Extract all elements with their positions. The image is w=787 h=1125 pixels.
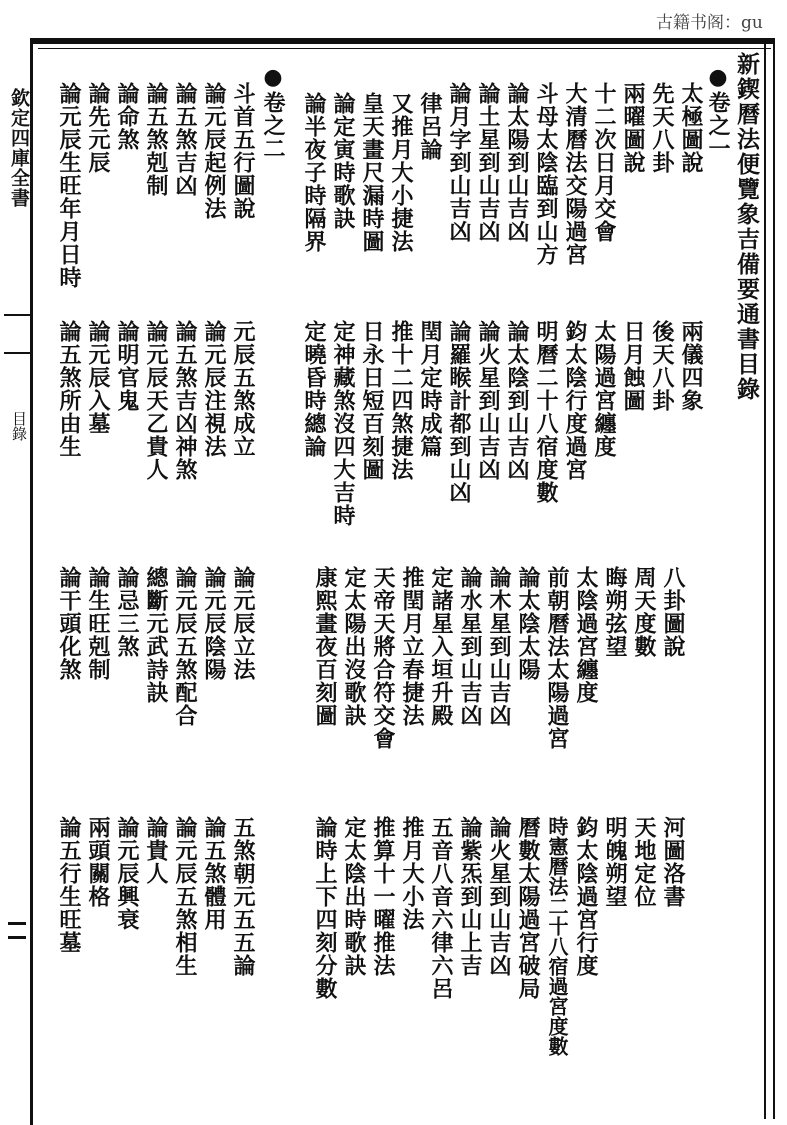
entry: 論五煞剋制 bbox=[143, 82, 169, 197]
entry: 皇天畫尺漏時圖 bbox=[359, 92, 385, 253]
entry: 論元辰入墓 bbox=[85, 320, 111, 435]
entry: 斗母太陰臨到山方 bbox=[533, 82, 559, 266]
entry: 太極圖說 bbox=[678, 82, 704, 174]
entry: 定太陽出沒歌訣 bbox=[341, 566, 367, 727]
entry: 論干頭化煞 bbox=[56, 566, 82, 681]
entry: 定神藏煞沒四大吉時 bbox=[330, 320, 356, 527]
banxin-section: 目錄 bbox=[10, 411, 28, 441]
entry: 前朝曆法太陽過宮 bbox=[544, 566, 570, 750]
entry: 日月蝕圖 bbox=[620, 320, 646, 412]
entry: 兩頭關格 bbox=[85, 816, 111, 908]
entry: 又推月大小捷法 bbox=[388, 92, 414, 253]
entry: 五音八音六律六呂 bbox=[428, 816, 454, 1000]
entry: 論元辰生旺年月日時 bbox=[56, 82, 82, 289]
entry: 十二次日月交會 bbox=[591, 82, 617, 243]
entry: 論忌三煞 bbox=[114, 566, 140, 658]
watermark-text: 古籍书阁：gu bbox=[656, 13, 763, 33]
entry: 推十二四煞捷法 bbox=[388, 320, 414, 481]
entry: 鈞太陰行度過宮 bbox=[562, 320, 588, 481]
right-border bbox=[764, 38, 775, 1119]
entry: 太陰過宮纏度 bbox=[573, 566, 599, 704]
entry: 論五煞體用 bbox=[201, 816, 227, 931]
entry: 論命煞 bbox=[114, 82, 140, 151]
entry: 論太陰太陽 bbox=[515, 566, 541, 681]
entry: 明曆二十八宿度數 bbox=[533, 320, 559, 504]
entry: 論時上下四刻分數 bbox=[312, 816, 338, 1000]
entry: 論元辰興衰 bbox=[114, 816, 140, 931]
entry: 兩儀四象 bbox=[678, 320, 704, 412]
juan-1-heading: ●卷之一 bbox=[705, 64, 731, 160]
banxin-strip bbox=[4, 36, 30, 1119]
entry: 鈞太陰過宮行度 bbox=[573, 816, 599, 977]
entry: 時憲曆法二十八宿過宮度數 bbox=[545, 816, 569, 1056]
entry: 推閏月立春捷法 bbox=[399, 566, 425, 727]
entry: 論太陽到山吉凶 bbox=[504, 82, 530, 243]
entry: 論生旺剋制 bbox=[85, 566, 111, 681]
fishtail-mark bbox=[4, 314, 30, 354]
page-number-mark bbox=[4, 916, 30, 952]
entry: 明魄朔望 bbox=[602, 816, 628, 908]
entry: 定太陰出時歌訣 bbox=[341, 816, 367, 977]
entry: 論定寅時歌訣 bbox=[330, 92, 356, 230]
entry: 定曉昏時總論 bbox=[301, 320, 327, 458]
entry: 論貴人 bbox=[143, 816, 169, 885]
entry: 論元辰注視法 bbox=[201, 320, 227, 458]
entry: 推月大小法 bbox=[399, 816, 425, 931]
entry: 日永日短百刻圖 bbox=[359, 320, 385, 481]
entry: 天帝天將合符交會 bbox=[370, 566, 396, 750]
entry: 論半夜子時隔界 bbox=[301, 92, 327, 253]
entry: 後天八卦 bbox=[649, 320, 675, 412]
entry: 論紫炁到山上吉 bbox=[457, 816, 483, 977]
entry: 推算十一曜推法 bbox=[370, 816, 396, 977]
juan-2-heading: ●卷之二 bbox=[260, 64, 286, 160]
entry: 斗首五行圖說 bbox=[230, 82, 256, 220]
entry: 八卦圖說 bbox=[660, 566, 686, 658]
entry: 兩曜圖說 bbox=[620, 82, 646, 174]
entry: 論火星到山吉凶 bbox=[486, 816, 512, 977]
entry: 論太陰到山吉凶 bbox=[504, 320, 530, 481]
entry: 論五行生旺墓 bbox=[56, 816, 82, 954]
entry: 論月字到山吉凶 bbox=[446, 82, 472, 243]
entry: 律呂論 bbox=[417, 92, 443, 161]
entry: 五煞朝元五五論 bbox=[230, 816, 256, 977]
entry: 定諸星入垣升殿 bbox=[428, 566, 454, 727]
entry: 論元辰五煞相生 bbox=[172, 816, 198, 977]
entry: 論元辰起例法 bbox=[201, 82, 227, 220]
entry: 總斷元武詩訣 bbox=[143, 566, 169, 704]
banxin-title: 欽定四庫全書 bbox=[8, 88, 30, 208]
entry: 論元辰陰陽 bbox=[201, 566, 227, 681]
entry: 論水星到山吉凶 bbox=[457, 566, 483, 727]
entry: 論木星到山吉凶 bbox=[486, 566, 512, 727]
entry: 論元辰五煞配合 bbox=[172, 566, 198, 727]
entry: 元辰五煞成立 bbox=[230, 320, 256, 458]
entry: 論明官鬼 bbox=[114, 320, 140, 412]
entry: 康熙畫夜百刻圖 bbox=[312, 566, 338, 727]
entry: 論元辰立法 bbox=[230, 566, 256, 681]
entry: 晦朔弦望 bbox=[602, 566, 628, 658]
entry: 論先元辰 bbox=[85, 82, 111, 174]
book-title: 新鍥曆法便覽象吉備要通書目錄 bbox=[733, 52, 760, 402]
entry: 太陽過宮纏度 bbox=[591, 320, 617, 458]
entry: 閏月定時成篇 bbox=[417, 320, 443, 458]
entry: 論火星到山吉凶 bbox=[475, 320, 501, 481]
entry: 論羅睺計都到山凶 bbox=[446, 320, 472, 504]
entry: 論五煞吉凶神煞 bbox=[172, 320, 198, 481]
entry: 論五煞所由生 bbox=[56, 320, 82, 458]
entry: 河圖洛書 bbox=[660, 816, 686, 908]
entry: 天地定位 bbox=[631, 816, 657, 908]
entry: 論土星到山吉凶 bbox=[475, 82, 501, 243]
entry: 論五煞吉凶 bbox=[172, 82, 198, 197]
entry: 論元辰天乙貴人 bbox=[143, 320, 169, 481]
entry: 曆數太陽過宮破局 bbox=[515, 816, 541, 1000]
entry: 先天八卦 bbox=[649, 82, 675, 174]
entry: 大清曆法交陽過宮 bbox=[562, 82, 588, 266]
entry: 周天度數 bbox=[631, 566, 657, 658]
frame-inner-rule bbox=[38, 48, 771, 49]
